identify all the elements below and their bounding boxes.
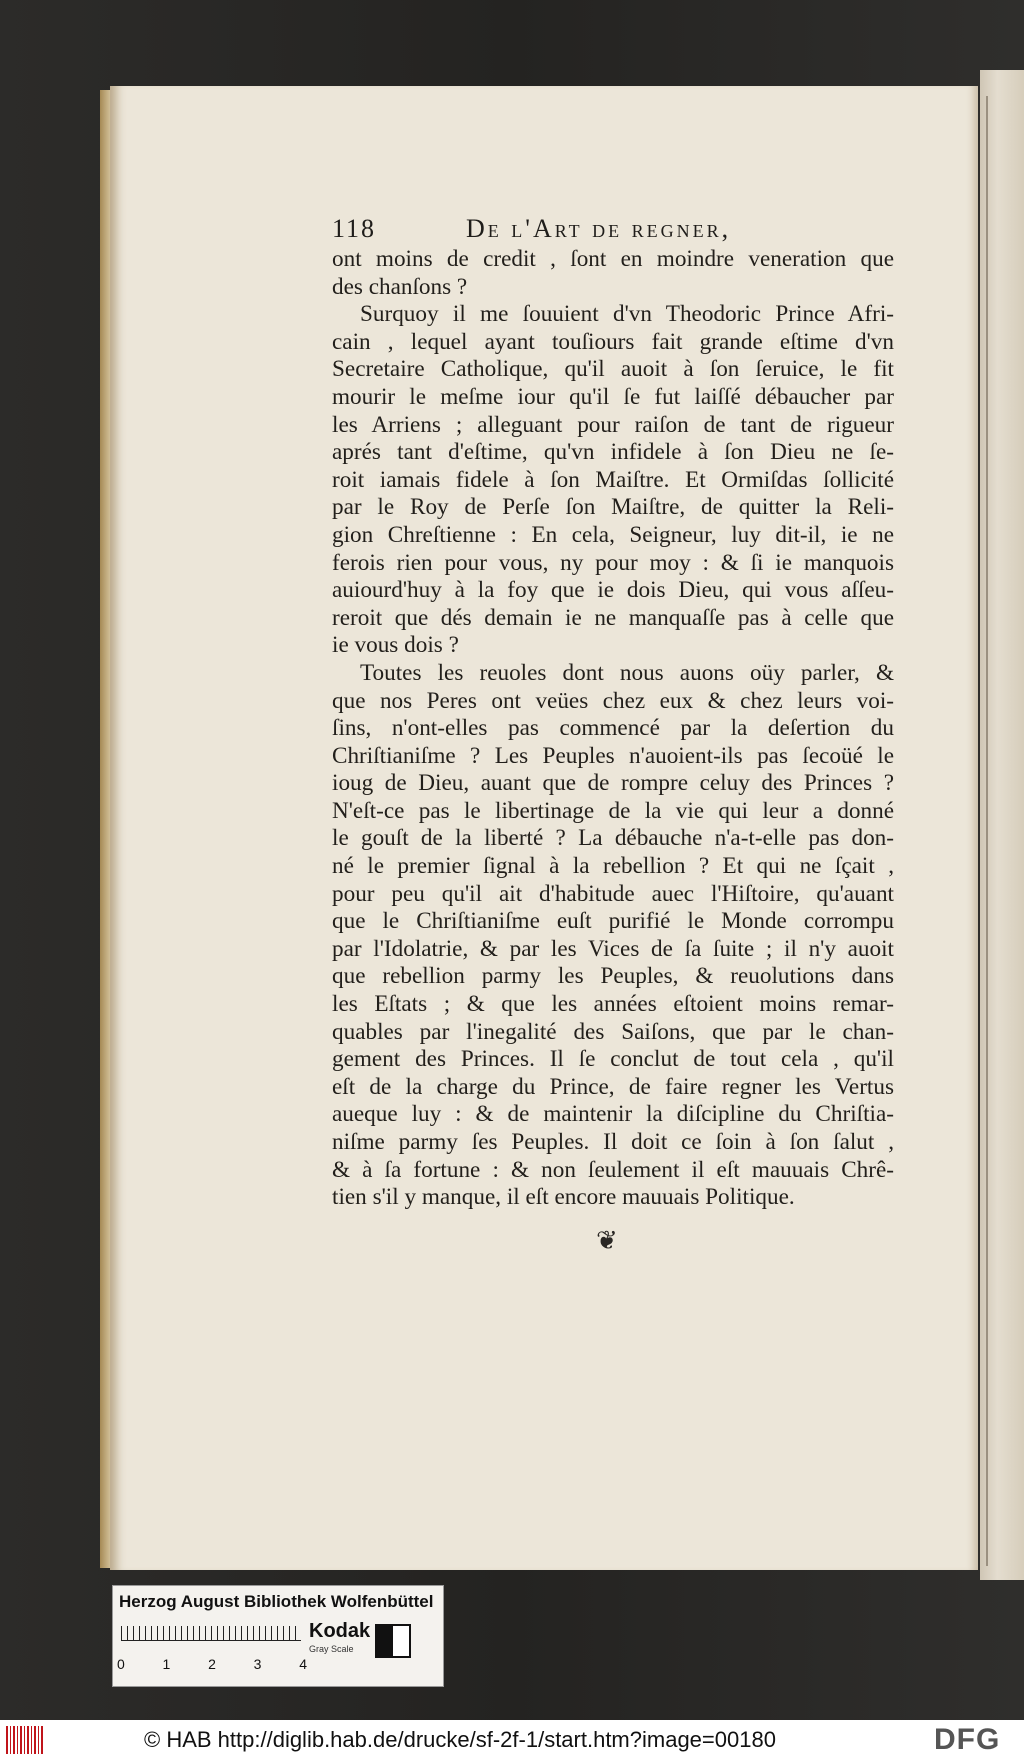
text-line: Toutes les reuoles dont nous auons oüy parler, & [360, 659, 894, 686]
text-line: les Arriens ; alleguant pour raiſon de tant de rigueur [332, 411, 894, 438]
color-calibration-card [112, 1585, 444, 1687]
text-line: les Eſtats ; & que les années eſtoient moins remar- [332, 991, 894, 1018]
text-line: reroit que dés demain ie ne manquaſſe pas à celle que [332, 604, 894, 631]
text-line: Surquoy il me ſouuient d'vn Theodoric Prince Afri- [360, 301, 894, 328]
text-line: ferois rien pour vous, ny pour moy : & ſi ie manquois [332, 549, 894, 576]
text-line: par le Roy de Perſe ſon Maiſtre, de quitter la Reli- [332, 494, 894, 521]
kodak-logo: Kodak [309, 1620, 371, 1642]
text-line: quables par l'inegalité des Saiſons, que par le chan- [332, 1018, 894, 1045]
tick-label: 3 [253, 1656, 262, 1672]
text-line: auiourd'huy à la foy que ie dois Dieu, qui vous aſſeu- [332, 577, 894, 604]
next-page-fold [986, 96, 1024, 1566]
text-line: tien s'il y manque, il eſt encore mauuais Politique. [332, 1184, 795, 1211]
text-line: que nos Peres ont veües chez eux & chez leurs voi- [332, 687, 894, 714]
footer-bar [0, 1720, 1024, 1759]
text-line: ſins, n'ont-elles pas commencé par la deſertion du [332, 715, 894, 742]
tick-label: 0 [117, 1656, 125, 1672]
text-line: niſme parmy ſes Peuples. Il doit ce ſoin à ſon ſalut , [332, 1129, 894, 1155]
text-line: Secretaire Catholique, qu'il auoit à ſon ſeruice, le fit [332, 356, 894, 383]
gray-scale-label: Gray Scale [309, 1644, 354, 1654]
text-line: par l'Idolatrie, & par les Vices de ſa ſuite ; il n'y auoit [332, 935, 894, 962]
text-line: le gouſt de la liberté ? La débauche n'a-t-elle pas don- [332, 825, 894, 852]
footer-link[interactable]: © HAB http://diglib.hab.de/drucke/sf-2f-1/start.htm?image=00180 [144, 1727, 776, 1752]
text-line: pour peu qu'il ait d'habitude auec l'Hiſtoire, qu'auant [332, 880, 894, 907]
page-header [332, 214, 852, 248]
text-line: Chriſtianiſme ? Les Peuples n'auoient-ils pas ſecoüé le [332, 742, 894, 769]
text-line: ioug de Dieu, auant que de rompre celuy des Princes ? [332, 770, 894, 797]
running-title: De l'Art de regner, [466, 214, 732, 243]
gray-swatch [375, 1624, 411, 1658]
text-line: ie vous dois ? [332, 632, 459, 659]
body-text [332, 246, 894, 1212]
page-number: 118 [332, 214, 377, 243]
text-line: mourir le meſme iour qu'il ſe fut laiſſé débaucher par [332, 383, 894, 410]
tick-label: 1 [162, 1656, 171, 1672]
tick-label: 4 [299, 1656, 307, 1672]
scale-ticks [117, 1656, 307, 1672]
text-line: & à ſa fortune : & non ſeulement il eſt mauuais Chrê- [332, 1156, 894, 1183]
tailpiece-ornament: ❦ [596, 1226, 618, 1255]
text-line: que rebellion parmy les Peuples, & reuolutions dans [332, 963, 894, 990]
text-line: des chanſons ? [332, 273, 468, 300]
library-name: Herzog August Bibliothek Wolfenbüttel [119, 1592, 434, 1611]
text-line: N'eſt-ce pas le libertinage de la vie qui leur a donné [332, 797, 894, 824]
text-line: eſt de la charge du Prince, de faire regner les Vertus [332, 1073, 894, 1100]
dfg-logo: DFG [934, 1723, 1001, 1756]
text-line: que le Chriſtianiſme euſt purifié le Monde corrompu [332, 908, 894, 935]
text-line: gement des Princes. Il ſe conclut de tout cela , qu'il [332, 1046, 894, 1073]
text-line: roit iamais fidele à ſon Maiſtre. Et Ormiſdas ſollicité [332, 466, 894, 493]
text-line: aprés tant d'eſtime, qu'vn infidele à ſon Dieu ne ſe- [332, 439, 894, 466]
text-line: gion Chreſtienne : En cela, Seigneur, luy dit-il, ie ne [332, 521, 894, 548]
text-line: cain , lequel ayant touſiours fait grande eſtime d'vn [332, 328, 894, 355]
text-line: né le premier ſignal à la rebellion ? Et qui ne ſçait , [332, 853, 894, 880]
tick-label: 2 [208, 1656, 216, 1672]
text-line: ont moins de credit , ſont en moindre veneration que [332, 246, 894, 272]
text-line: aueque luy : & de maintenir la diſcipline du Chriſtia- [332, 1101, 894, 1128]
scale-ruler [121, 1626, 301, 1641]
hab-barcode-icon [6, 1726, 44, 1754]
